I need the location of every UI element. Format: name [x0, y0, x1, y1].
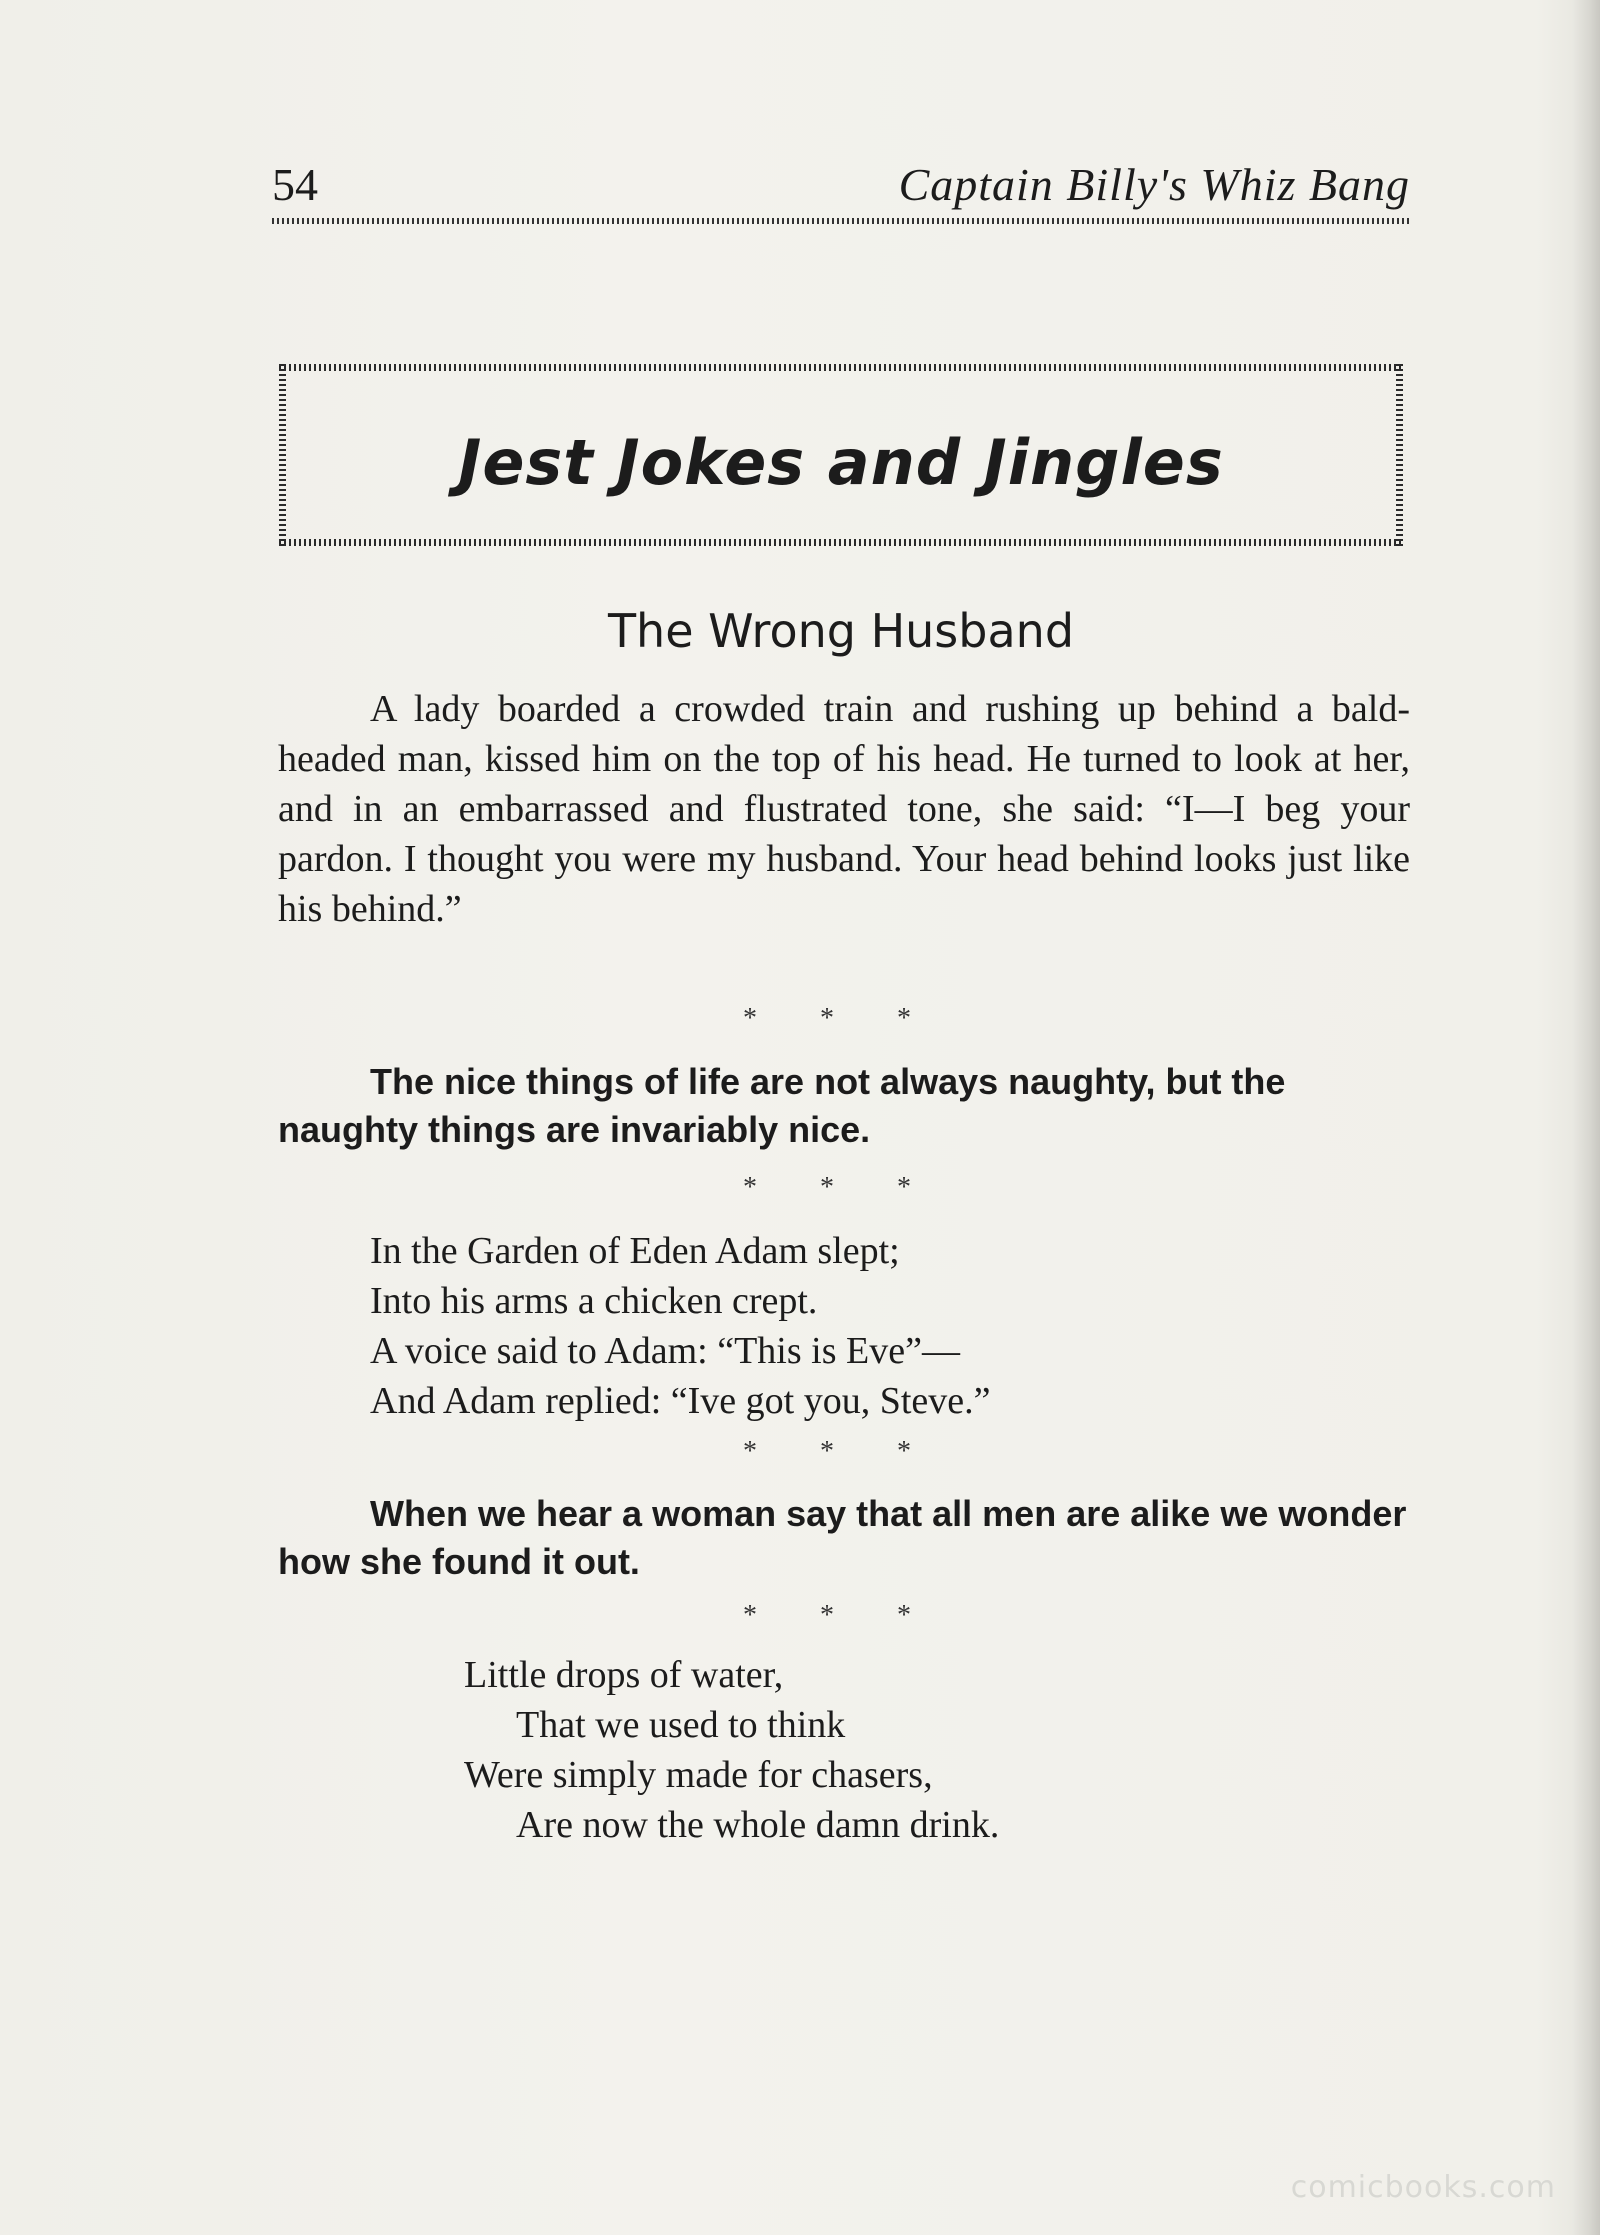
- story-paragraph: A lady boarded a crowded train and rushing up behind a bald-headed man, kissed him on the top of his head. He turned to look at her, and in an embarrassed and flustrated tone, she said: “I—I beg your pardon. I thought you were my husband. Your head behind looks just like his behind.”: [278, 688, 1410, 930]
- running-head-rule: [272, 218, 1410, 224]
- joke-nice-things-text: The nice things of life are not always naughty, but the naughty things are invariably nice.: [278, 1061, 1286, 1150]
- verse-line: In the Garden of Eden Adam slept;: [370, 1230, 900, 1272]
- joke-nice-things: [278, 1058, 1410, 1154]
- verse-line: That we used to think: [516, 1704, 846, 1746]
- section-title-box: [272, 357, 1410, 553]
- verse-line: Are now the whole damn drink.: [516, 1804, 1000, 1846]
- page-number: 54: [272, 159, 318, 210]
- story-title: The Wrong Husband: [607, 604, 1075, 658]
- verse-line: A voice said to Adam: “This is Eve”—: [370, 1330, 960, 1372]
- joke-men-alike: [278, 1490, 1410, 1586]
- story-body: [278, 684, 1410, 934]
- page-edge-shadow: [1572, 0, 1600, 2235]
- section-title: Jest Jokes and Jingles: [458, 426, 1224, 499]
- verse-line: And Adam replied: “Ive got you, Steve.”: [370, 1380, 991, 1422]
- separator-1: * * *: [743, 1003, 939, 1034]
- verse-line: Little drops of water,: [464, 1654, 784, 1696]
- watermark: comicbooks.com: [1290, 2170, 1556, 2205]
- running-head: [272, 158, 1410, 218]
- verse-water: [464, 1650, 1264, 1850]
- verse-eden: [370, 1226, 1270, 1426]
- verse-line: Were simply made for chasers,: [464, 1754, 933, 1796]
- magazine-title: Captain Billy's Whiz Bang: [898, 159, 1410, 210]
- separator-2: * * *: [743, 1172, 939, 1203]
- separator-3: * * *: [743, 1436, 939, 1467]
- separator-4: * * *: [743, 1600, 939, 1631]
- joke-men-alike-text: When we hear a woman say that all men are alike we wonder how she found it out.: [278, 1493, 1407, 1582]
- verse-line: Into his arms a chicken crept.: [370, 1280, 818, 1322]
